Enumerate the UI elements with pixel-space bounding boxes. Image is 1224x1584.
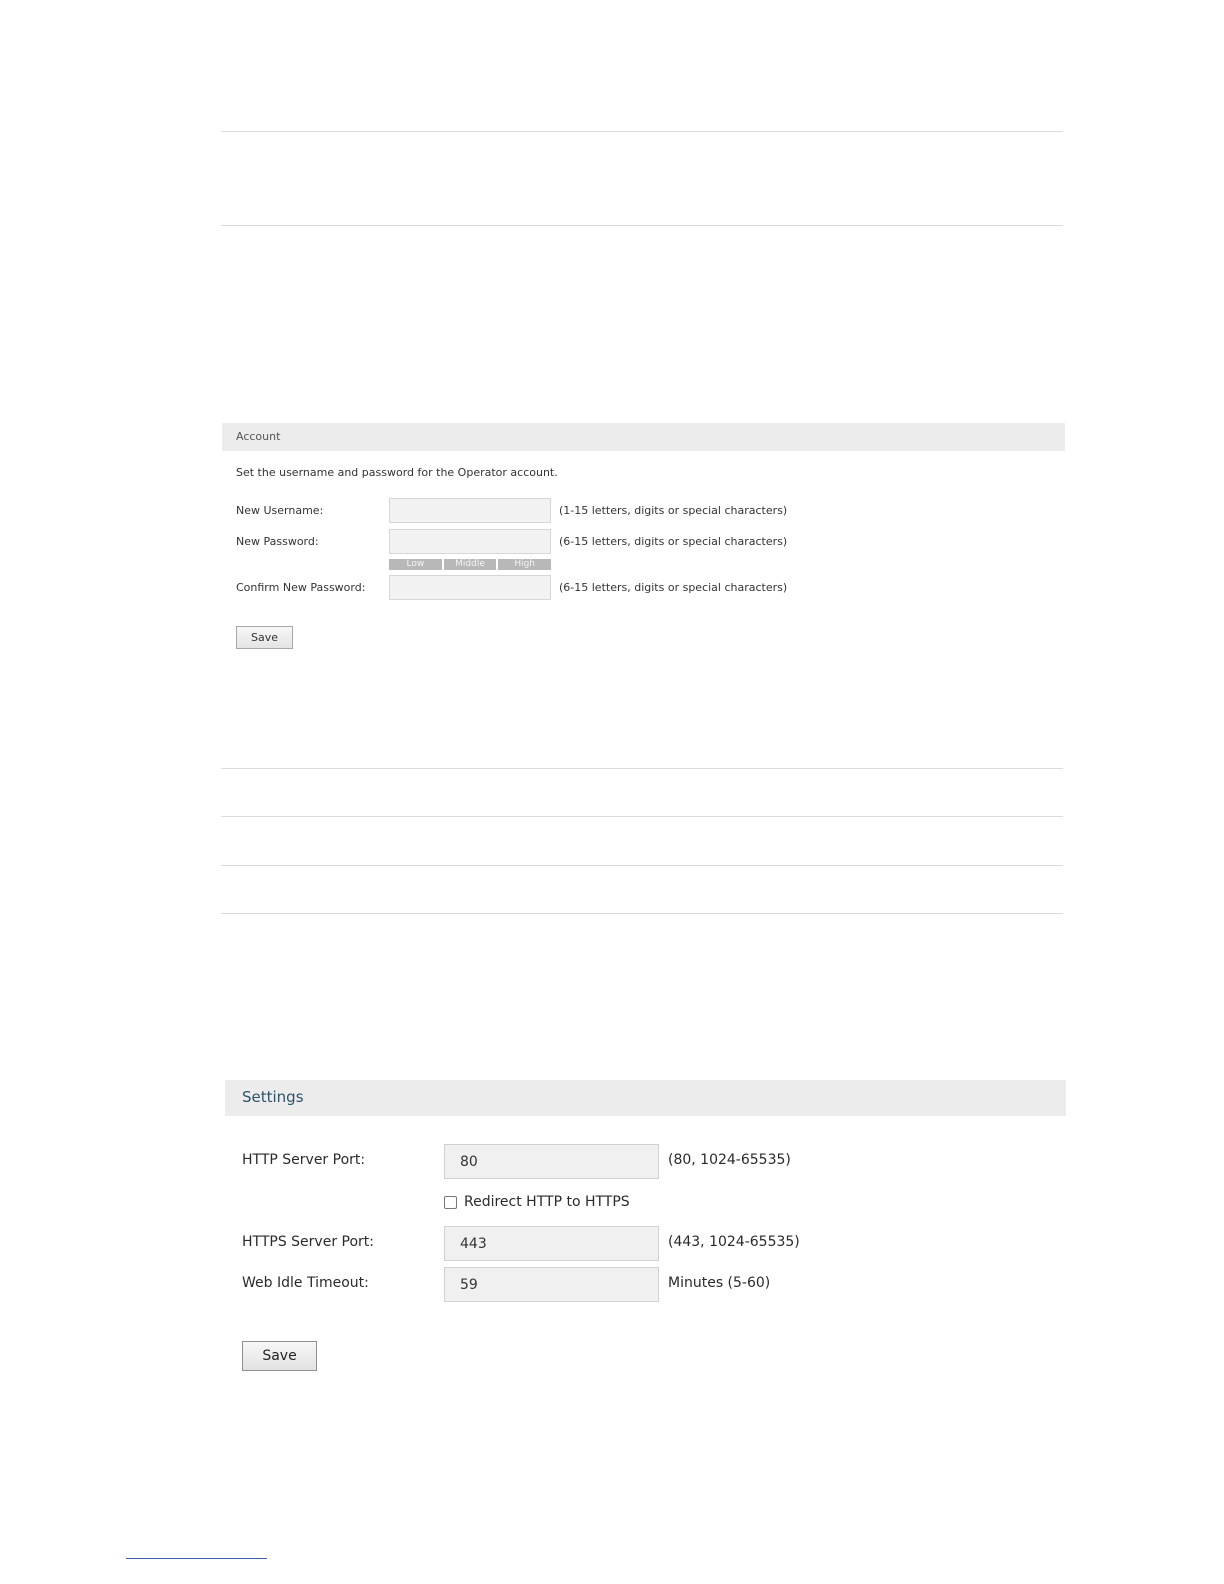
https-port-label: HTTPS Server Port:: [242, 1234, 374, 1250]
account-save-button[interactable]: Save: [236, 626, 293, 649]
account-description: Set the username and password for the Operator account.: [236, 466, 558, 479]
settings-panel: [225, 1080, 1066, 1380]
account-panel: [222, 423, 1065, 663]
https-port-hint: (443, 1024-65535): [668, 1234, 800, 1250]
divider: [221, 865, 1063, 866]
new-password-label: New Password:: [236, 535, 319, 548]
settings-panel-title: Settings: [242, 1088, 304, 1106]
redirect-https-checkbox[interactable]: [444, 1196, 457, 1209]
confirm-password-input[interactable]: [389, 575, 551, 600]
divider: [221, 131, 1063, 132]
settings-save-button[interactable]: Save: [242, 1341, 317, 1371]
divider: [221, 768, 1063, 769]
idle-timeout-hint: Minutes (5-60): [668, 1275, 771, 1291]
new-username-hint: (1-15 letters, digits or special characters): [559, 504, 788, 517]
strength-middle: Middle: [444, 559, 497, 570]
confirm-password-label: Confirm New Password:: [236, 581, 366, 594]
idle-timeout-label: Web Idle Timeout:: [242, 1275, 369, 1291]
redirect-https-option[interactable]: [444, 1192, 630, 1212]
settings-panel-header: [225, 1080, 1066, 1116]
divider: [221, 913, 1063, 914]
account-panel-header: [222, 423, 1065, 451]
new-username-label: New Username:: [236, 504, 324, 517]
redirect-https-label[interactable]: Redirect HTTP to HTTPS: [464, 1194, 630, 1210]
account-panel-title: Account: [236, 430, 281, 443]
new-password-input[interactable]: [389, 529, 551, 554]
http-port-label: HTTP Server Port:: [242, 1152, 366, 1168]
https-port-input[interactable]: [444, 1226, 659, 1261]
strength-low: Low: [389, 559, 442, 570]
new-username-input[interactable]: [389, 498, 551, 523]
confirm-password-hint: (6-15 letters, digits or special characters): [559, 581, 788, 594]
new-password-hint: (6-15 letters, digits or special characters): [559, 535, 788, 548]
divider: [221, 225, 1063, 226]
password-strength-meter: [389, 559, 551, 570]
divider: [221, 816, 1063, 817]
footer-link-underline: [126, 1558, 267, 1559]
http-port-hint: (80, 1024-65535): [668, 1152, 791, 1168]
http-port-input[interactable]: [444, 1144, 659, 1179]
strength-high: High: [498, 559, 551, 570]
idle-timeout-input[interactable]: [444, 1267, 659, 1302]
